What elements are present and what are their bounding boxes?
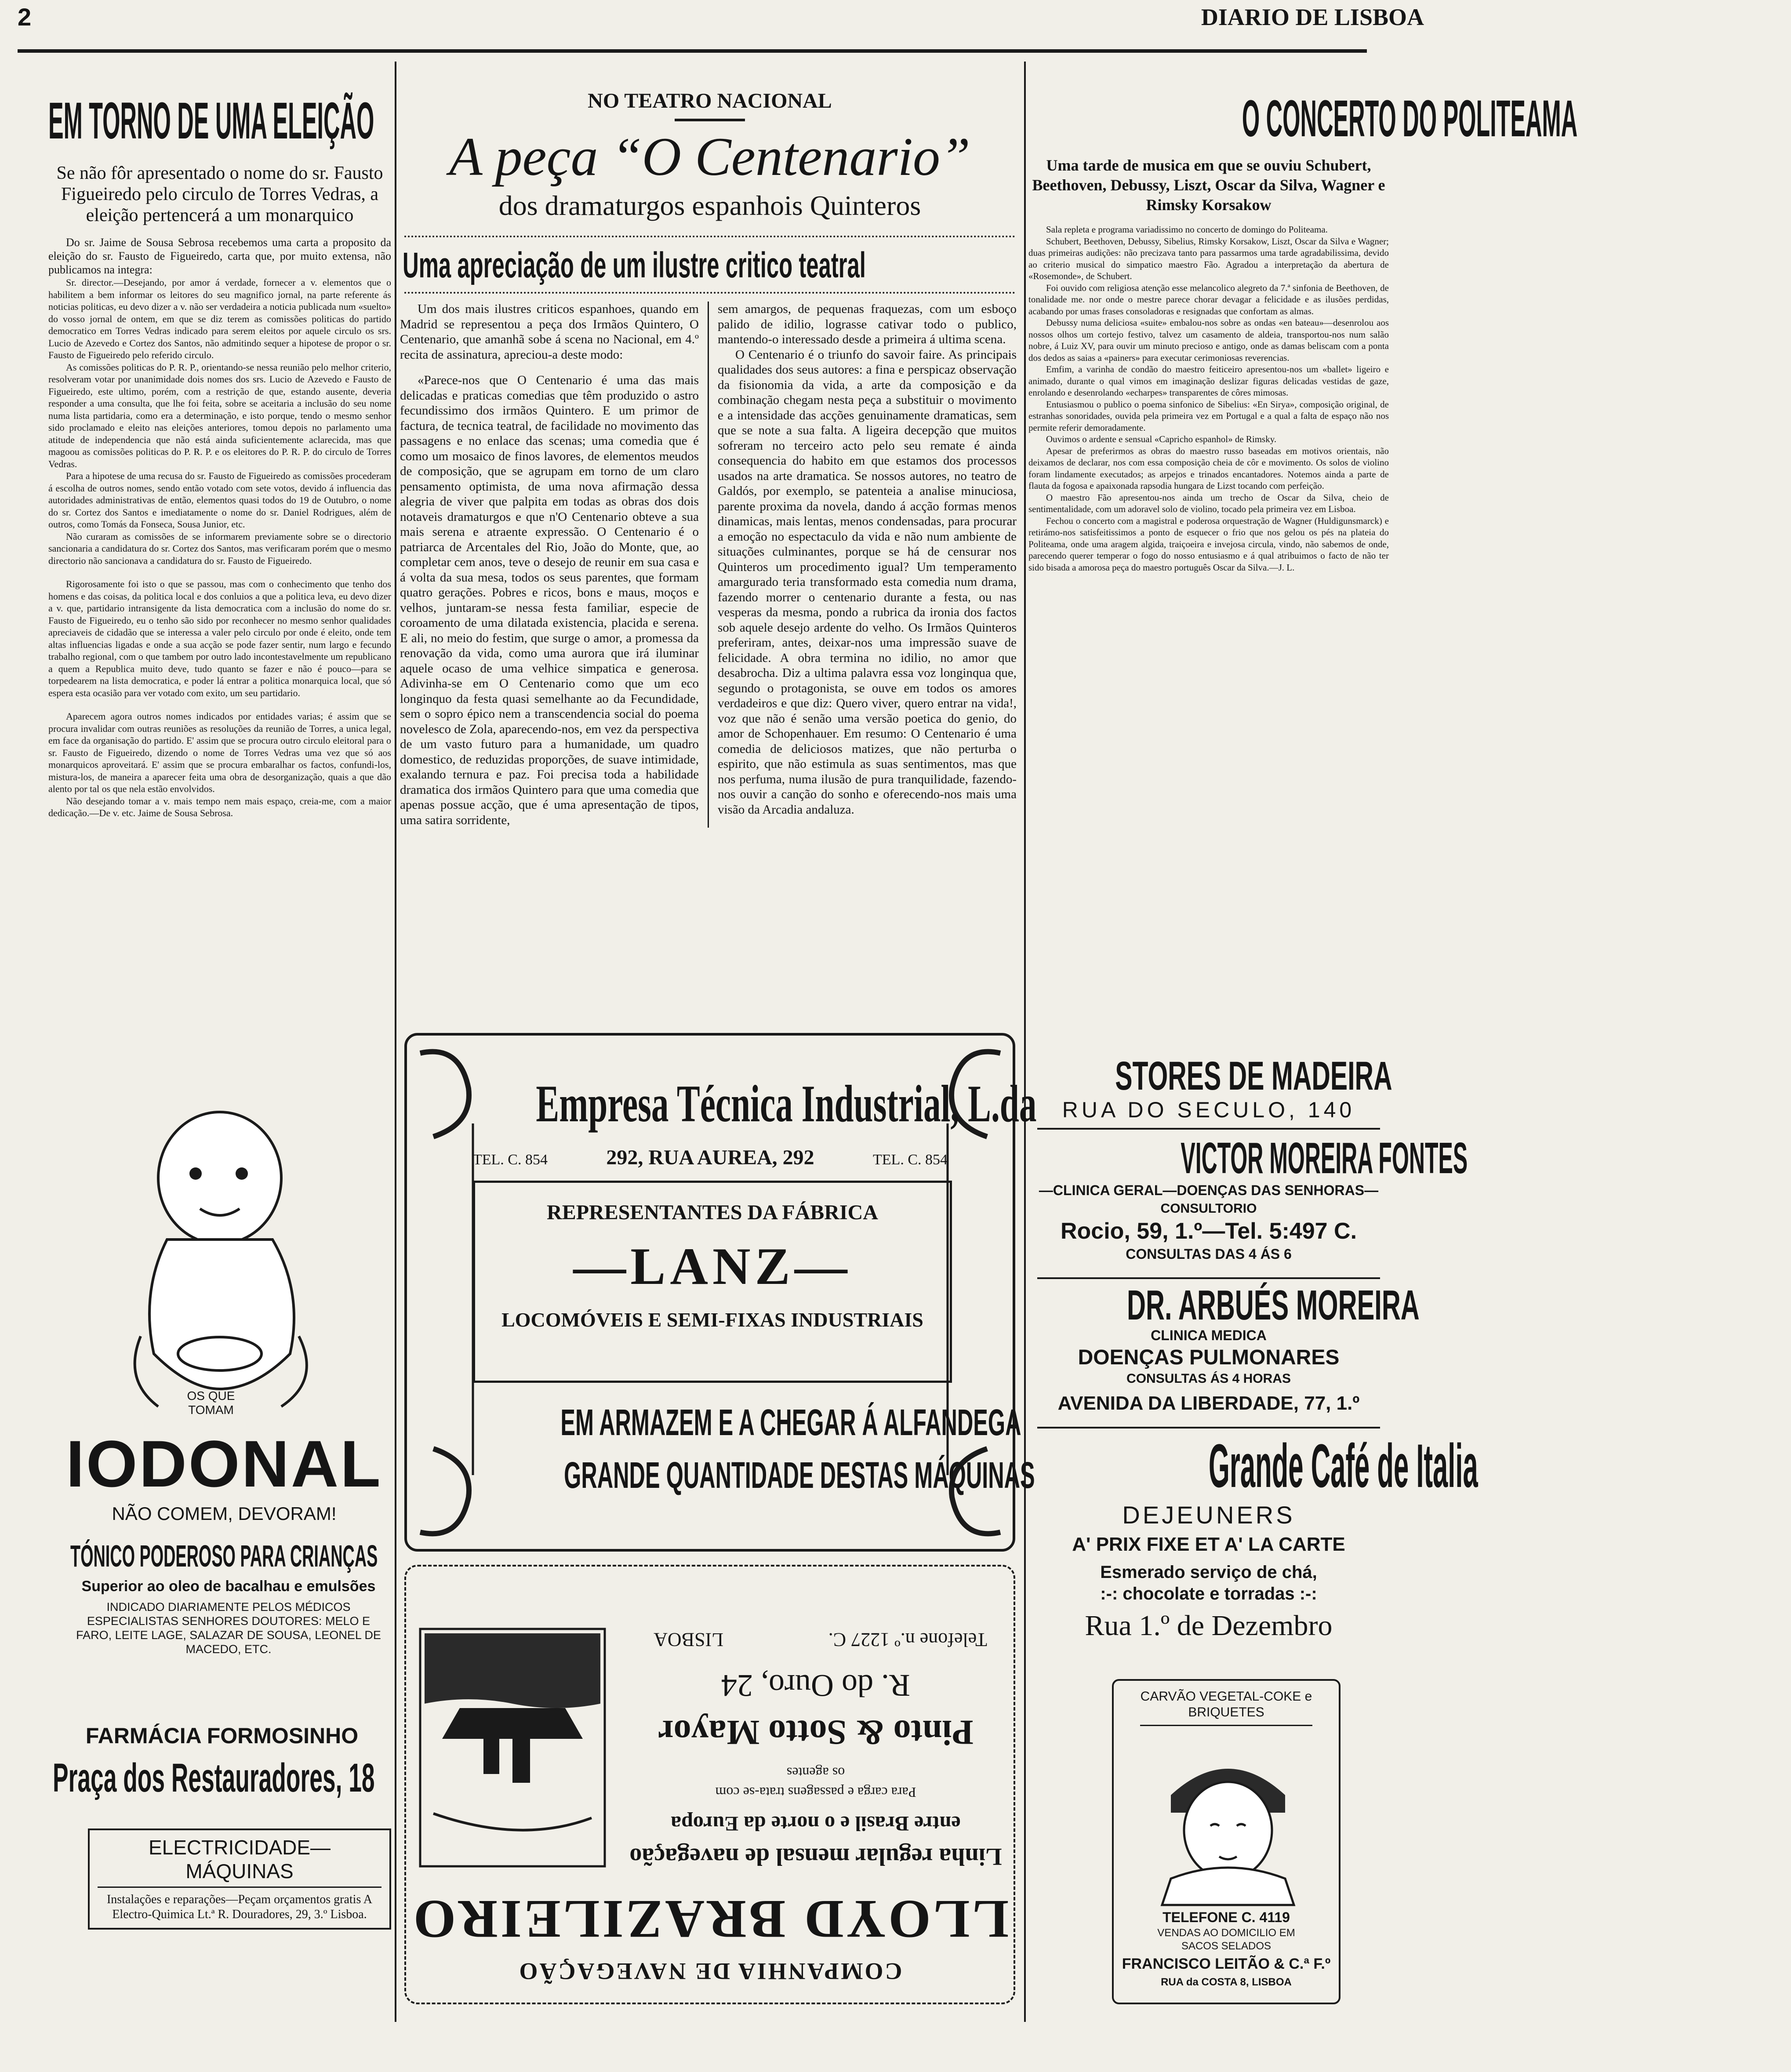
iodonal-tag: OS QUE TOMAM xyxy=(187,1389,235,1417)
arbues-spec2: DOENÇAS PULMONARES xyxy=(1078,1346,1340,1369)
empresa-tel-right: TEL. C. 854 xyxy=(873,1152,948,1168)
arbues-address: AVENIDA DA LIBERDADE, 77, 1.º xyxy=(1057,1392,1360,1414)
lloyd-line3: Para carga e passagens trata-se com xyxy=(715,1785,916,1800)
arbues-spec: CLINICA MEDICA xyxy=(1151,1327,1267,1343)
empresa-brand: —LANZ— xyxy=(573,1237,852,1295)
theatre-title: A peça “O Centenario” xyxy=(449,127,970,187)
concert-paragraph: Apesar de preferirmos as obras do maestro russo baseadas em motivos orientais, não deixamos de declarar, nos com essa composição cheia de côr e movimento. Os solos de violino foram lindamente executados; as arpejos e trinados encantadores. Notemos ainda a parte de flauta da fogosa e apaixonada rapsodia hungara de Lizst tocando com perfeição. xyxy=(1028,445,1389,491)
lloyd-line1: Linha regular mensal de navegação xyxy=(629,1843,1002,1870)
fontes-spec: —CLINICA GERAL—DOENÇAS DAS SENHORAS— xyxy=(1039,1182,1379,1198)
stores-ad xyxy=(1037,1054,1392,1130)
concert-paragraph: O maestro Fão apresentou-nos ainda um trecho de Oscar da Silva, cheio de sentimentalidade, com um adoravel solo de violino, tocado pela primeira vez em Lisboa. xyxy=(1028,492,1389,514)
concert-paragraph: Foi ouvido com religiosa atenção esse melancolico alegreto da 7.ª sinfonia de Beethoven, de tonalidade me. nor onde o mestre parece chorar devagar a felicidade e as ilusões perdidas, acabando por umas frases consoladoras e resignadas que confortam as almas. xyxy=(1028,282,1389,316)
iodonal-ad xyxy=(53,1108,391,1656)
letter-paragraph: Para a hipotese de uma recusa do sr. Fausto de Figueiredo as comissões procederam á escolha de outros nomes, sendo então votado com sete votos, devido á influencia das autoridades administrativas de então, elementos quasi todos do 19 de Outubro, o nome do sr. Cortez dos Santos e imediatamente o nome do sr. Daniel Rodrigues, além de outros, como Tomás da Fonseca, Sousa Junior, etc. xyxy=(48,470,391,530)
cafe-line4: :-: chocolate e torradas :-: xyxy=(1100,1584,1317,1603)
cafe-line2: A' PRIX FIXE ET A' LA CARTE xyxy=(1072,1534,1345,1555)
theatre-paragraph: «Parece-nos que O Centenario é uma das mais delicadas e praticas comedias que têm produzido o astro fecundissimo dos irmãos Quintero. E um primor de factura, de tecnica teatral, de facilidade no movimento das passagens e no enlace das scenas; uma comedia que é como um mosaico de finos lavores, de elementos meudos de composição, que se agrupam em torno de um claro pensamento optimista, de uma nova afirmação dessa alegria de viver que palpita em todas as obras dos dois notaveis dramaturgos e que n'O Centenario obteve a sua mais serena e atraente expressão. O Centenario é o patriarca de Arcentales del Rio, João do Monte, que, ao completar cem anos, teve o desejo de reunir em sua casa e á volta da sua mesa, todos os seus parentes, que formam quatro gerações. Pobres e ricos, bons e maus, moços e velhos, juntaram-se nessa festa familiar, especie de coroamento de uma dilatada existencia, placida e serena. E ali, no meio do festim, que surge o amor, a promessa da renovação da vida, como uma aurora que irá iluminar aquele ocaso de uma velhice simpatica e generosa. Adivinha-se em O Centenario como que um eco longinquo da festa quasi semelhante ao da Fecundidade, sem o sopro épico nem a transcendencia social do poema novelesco de Zola, aparecendo-nos, em vez da perspectiva de um vasto futuro para a humanidade, um quadro domestico, de reduzidas proporções, de suave intimidade, exalando ternura e paz. Foi precisa toda a habilidade dramatica dos irmãos Quintero para que uma comedia que apenas possue acção, que é uma apresentação de tipos, uma satira sorridente, xyxy=(400,373,699,827)
carvao-name: FRANCISCO LEITÃO & C.ª F.º xyxy=(1122,1956,1331,1972)
lloyd-city: LISBOA xyxy=(654,1629,723,1650)
fontes-hours: CONSULTAS DAS 4 ÁS 6 xyxy=(1126,1246,1292,1262)
lloyd-top: COMPANHIA DE NAVEGAÇÃO xyxy=(517,1958,902,1985)
column-divider xyxy=(395,62,396,2022)
ship-illustration xyxy=(416,1625,609,1871)
iodonal-headline: TÓNICO PODEROSO PARA CRIANÇAS xyxy=(70,1539,378,1573)
arbues-ad xyxy=(1037,1282,1420,1429)
concert-deck: Uma tarde de musica em que se ouviu Schubert, Beethoven, Debussy, Liszt, Oscar da Silva, Wagner e Rimsky Korsakow xyxy=(1032,156,1385,214)
fontes-ad xyxy=(1037,1134,1468,1279)
carvao-address: RUA da COSTA 8, LISBOA xyxy=(1161,1976,1292,1988)
carvao-line2: SACOS SELADOS xyxy=(1181,1940,1272,1952)
lloyd-line2: entre Brasil e o norte da Europa xyxy=(671,1812,961,1835)
concert-paragraph: Entusiasmou o publico o poema sinfonico de Sibelius: «En Sirya», composição original, de estranhas sonoridades, ouvida pela primeira vez em Portugal e a qual a falta de espaço não nos permite referir demoradamente. xyxy=(1028,399,1389,433)
iodonal-body: INDICADO DIARIAMENTE PELOS MÉDICOS ESPECIALISTAS SENHORES DOUTORES: MELO E FARO, LEITE LAGE, SALAZAR DE SOUSA, LEONEL DE MACEDO, ETC. xyxy=(76,1600,381,1656)
concert-paragraph: Fechou o concerto com a magistral e poderosa orquestração de Wagner (Huldigunsmarck) e retirámo-nos satisfeitissimos a ponto de esquecer o frio que nos gelou os pés na plateia do Politeama, onde uma aragem algida, traiçoeira e invejosa circula, vindo, não sabemos de onde, parecendo querer temperar o fogo do nosso entusiasmo e á qual atribuimos o facto de não ter sido bisada a amorosa peça do maestro português Oscar da Silva.—J. L. xyxy=(1028,515,1389,573)
theatre-col-left xyxy=(400,302,699,828)
theatre-article xyxy=(400,88,1020,1020)
electro-ad xyxy=(88,1828,391,1930)
iodonal-slogan: NÃO COMEM, DEVORAM! xyxy=(112,1503,337,1524)
empresa-address: 292, RUA AUREA, 292 xyxy=(606,1146,814,1169)
empresa-contact-row xyxy=(473,1145,948,1170)
carvao-ad xyxy=(1112,1679,1341,2004)
cafe-line1: DEJEUNERS xyxy=(1122,1501,1295,1529)
empresa-ad xyxy=(404,1033,1037,1552)
theatre-paragraph: Um dos mais ilustres criticos espanhoes, quando em Madrid se representou a peça dos Irmãos Quintero, O Centenario, que amanhã sobe á scena no Nacional, em 4.º recita de assinatura, apreciou-a deste modo: xyxy=(400,302,699,362)
empresa-line2: LOCOMÓVEIS E SEMI-FIXAS INDUSTRIAIS xyxy=(501,1309,923,1331)
cafe-line3: Esmerado serviço de chá, xyxy=(1100,1563,1317,1582)
stores-address: RUA DO SECULO, 140 xyxy=(1062,1098,1355,1122)
cafe-title: Grande Café de Italia xyxy=(1208,1431,1478,1500)
letter-paragraph: Não curaram as comissões de se informarem previamente sobre se o directorio sancionaria a candidatura do sr. Cortez dos Santos, mas verificaram porém que o mesmo directorio não sancionava a candidatura do sr. Fausto de Figueiredo. xyxy=(48,531,391,566)
theatre-paragraph: sem amargos, de pequenas fraquezas, com um esboço palido de idilio, lograsse cativar todo o publico, mantendo-o interessado desde a primeira á ultima scena. xyxy=(718,302,1017,346)
cafe-ad xyxy=(1037,1431,1478,1661)
electro-title: ELECTRICIDADE—MÁQUINAS xyxy=(98,1836,381,1888)
lloyd-agents: Pinto & Sotto Mayor xyxy=(658,1713,974,1752)
pharmacy-name: FARMÁCIA FORMOSINHO xyxy=(85,1723,359,1748)
empresa-line3: EM ARMAZEM E A CHEGAR Á ALFANDEGA xyxy=(560,1402,1021,1443)
concert-headline: O CONCERTO DO POLITEAMA xyxy=(1242,90,1578,148)
lloyd-ad xyxy=(404,1565,1015,2004)
election-headline: EM TORNO DE UMA ELEIÇÃO xyxy=(48,92,374,150)
page-number: 2 xyxy=(18,3,32,31)
fontes-address: Rocio, 59, 1.º—Tel. 5:497 C. xyxy=(1060,1218,1357,1244)
masthead-rule xyxy=(18,49,1367,53)
ornament-divider xyxy=(675,119,745,121)
iodonal-brand: IODONAL xyxy=(66,1427,382,1501)
empresa-line4: GRANDE QUANTIDADE DESTAS MÁQUINAS xyxy=(564,1454,1035,1496)
lloyd-brand: LLOYD BRAZILEIRO xyxy=(411,1889,1009,1949)
letter-close: Não desejando tomar a v. mais tempo nem mais espaço, creia-me, com a maior dedicação.—De v. etc. Jaime de Sousa Sebrosa. xyxy=(48,795,391,818)
concert-article xyxy=(1028,88,1578,1042)
newspaper-title: DIARIO DE LISBOA xyxy=(1201,4,1424,30)
empresa-title: Empresa Técnica Industrial, L.da xyxy=(536,1074,1037,1133)
stores-title: STORES DE MADEIRA xyxy=(1115,1054,1392,1098)
concert-paragraph: Schubert, Beethoven, Debussy, Sibelius, Rimsky Korsakow, Liszt, Oscar da Silva e Wagner; duas primeiras audições: não precizava tanto para passarmos uma tarde agradabilissima, devido ao criterio musical do simpatico maestro Fão. Agradou a interpretação da abertura de «Rosemonde», de Schubert. xyxy=(1028,236,1389,281)
fontes-consult: CONSULTORIO xyxy=(1160,1201,1257,1216)
letter-paragraph: Rigorosamente foi isto o que se passou, mas com o conhecimento que tenho dos homens e das coisas, da politica local e dos conluios a que a politica leva, eu devo dizer a v. que, partidario intransigente da lista democratica com a inclusão do nome do sr. Fausto de Figueiredo, eu o tenho são sido por reconhecer no mesmo senhor qualidades apreciaveis de cidadão que se interessa a valer pelo circulo por onde é eleito, onde tem altas influencias ligadas e onde a sua acção se pode fazer sentir, num largo e fecundo trabalho regional, com o que tambem por outro lado incontestavelmente um republicano a quem a Republica muito deve, tudo quanto se fazer e não é pouco—para se torpedearem na lista democratica, e poder lá entrar a politica monarquica local, que só espera esta ocasião para ver votado com exito, um seu partidario. xyxy=(48,578,391,698)
concert-paragraph: Sala repleta e programa variadissimo no concerto de domingo do Politeama. xyxy=(1046,224,1328,235)
lloyd-line4: os agentes xyxy=(786,1765,845,1781)
cafe-address: Rua 1.º de Dezembro xyxy=(1085,1610,1333,1642)
letter-paragraph: Aparecem agora outros nomes indicados por entidades varias; é assim que se procura invalidar com outras reuniões as resoluções da reunião de Torres, a unica legal, em face da organisação do partido. E' assim que se procura outro circulo eleitoral para o sr. Fausto de Figueiredo, dizendo o nome de Torres Vedras uma vez que só aos monarquicos aproveitará. E' assim que se procura embaralhar os factos, confundi-los, mistura-los, de maneira a aparecer feita uma obra de desorganização, quais a que dão alento por tal os que nela estão envolvidos. xyxy=(48,711,391,794)
woman-illustration xyxy=(1144,1747,1311,1905)
concert-paragraph: Emfim, a varinha de condão do maestro feiticeiro apresentou-nos um «ballet» ligeiro e animado, durante o qual vimos em imaginação deslizar figuras delicadas vestidas de gaze, enrolando e desenrolando «echarpes» transparentes de côres mimosas. xyxy=(1028,364,1389,398)
empresa-tel-left: TEL. C. 854 xyxy=(473,1152,548,1168)
fontes-name: VICTOR MOREIRA FONTES xyxy=(1181,1134,1468,1183)
election-article xyxy=(48,88,391,1125)
carvao-tel: TELEFONE C. 4119 xyxy=(1163,1909,1290,1925)
theatre-headline: Uma apreciação de um ilustre critico teatral xyxy=(403,245,866,285)
election-intro: Do sr. Jaime de Sousa Sebrosa recebemos uma carta a proposito da eleição do sr. Fausto de Figueiredo, carta que, por muito extensa, não publicamos na integra: xyxy=(48,236,391,276)
carvao-title: CARVÃO VEGETAL-COKE e BRIQUETES xyxy=(1140,1689,1312,1726)
letter-paragraph: Sr. director.—Desejando, por amor á verdade, fornecer a v. elementos que o habilitem a bem informar os leitores do seu magnifico jornal, na parte referente ás noticias politicas, eu devo dizer a v. não ser verdadeira a noticia publicada num «suelto» do vosso jornal de ontem, em que se diz terem as comissões politicas do partido democratico em Torres Vedras indicado para serem eleitos por aquele circulo os srs. Lucio de Azevedo e Cortez dos Santos, não admitindo sequer a hipotese de propor o sr. Fausto de Figueiredo pelo referido circulo. xyxy=(48,277,391,360)
pharmacy-address: Praça dos Restauradores, 18 xyxy=(53,1756,375,1800)
lloyd-address: R. do Ouro, 24 xyxy=(721,1668,910,1703)
theatre-kicker: NO TEATRO NACIONAL xyxy=(588,89,832,113)
empresa-line1: REPRESENTANTES DA FÁBRICA xyxy=(547,1201,878,1224)
lloyd-tel: Telefone n.º 1227 C. xyxy=(828,1629,987,1650)
electro-body: Instalações e reparações—Peçam orçamentos gratis A Electro-Quimica Lt.ª R. Douradores, 29, 3.º Lisboa. xyxy=(106,1893,373,1921)
letter-paragraph: As comissões politicas do P. R. P., orientando-se nessa reunião pelo melhor criterio, resolveram votar por unanimidade dois nomes dos srs. Lucio de Azevedo e Fausto de Figueiredo, este ultimo, porém, com a restrição de que, estando ausente, deveria responder a uma consulta, que lhe foi feita, sobre se aceitaria a inclusão do seu nome numa lista partidaria, como era a determinação, e isto porque, tendo o mesmo senhor sido proclamado e eleito nas eleições anteriores, tomou depois no parlamento uma atitude de independencia que não está ainda suficientemente aclarecida, mas que magoou as comissões politicas do P. R. P. e os eleitores do P. R. P. do circulo de Torres Vedras. xyxy=(48,361,391,469)
concert-paragraph: Debussy numa deliciosa «suite» embalou-nos sobre as ondas «en bateau»—desenrolou aos nossos olhos um cortejo festivo, talvez um casamento de aldeia, transportou-nos num salão nobre, á Luiz XV, para ouvir um minuto precioso e antigo, onde as damas beliscam com a ponta dos dedos as saias a «painers» para executar cerimoniosas reverencias. xyxy=(1028,317,1389,363)
carvao-line1: VENDAS AO DOMICILIO EM xyxy=(1157,1927,1295,1939)
election-body xyxy=(48,236,391,819)
concert-paragraph: Ouvimos o ardente e sensual «Capricho espanhol» de Rimsky. xyxy=(1046,434,1277,444)
column-divider xyxy=(1024,62,1026,2022)
theatre-subtitle: dos dramaturgos espanhois Quinteros xyxy=(498,190,921,221)
concert-body xyxy=(1028,224,1389,573)
theatre-col-right xyxy=(718,302,1017,828)
baby-illustration xyxy=(105,1108,334,1415)
iodonal-sub: Superior ao oleo de bacalhau e emulsões xyxy=(81,1578,376,1595)
arbues-name: DR. ARBUÉS MOREIRA xyxy=(1127,1282,1420,1329)
theatre-paragraph: O Centenario é o triunfo do savoir faire. As principais qualidades dos seus autores: a fina e perspicaz observação da fisionomia da vida, a arte da composição e da combinação chegam nesta peça a substituir o movimento e a intensidade das acções genuinamente dramaticas, sem que se note a sua falta. A ligeira decepção que muitos sofreram no terceiro acto pelo seu remate é ainda consequencia do habito em que estamos dos processos usados na arte dramatica. Se nossos autores, no teatro de Galdós, por exemplo, se patenteia a analise minuciosa, parente proxima da novela, dando á acção formas menos dinamicas, mais lentas, menos condensadas, para procurar a emoção no espectaculo da vida e não num ambiente de situações culminantes, porque se há de censurar nos Quinteros um procedimento igual? Um temperamento amargurado teria transformado esta comedia num drama, fazendo morrer o centenario durante a festa, ou nas vesperas da mesma, pondo a rubrica da ironia dos factos sob aquele desejo ardente do velho. Os Irmãos Quinteros preferiram, antes, deixar-nos uma impressão suave de felicidade. A obra termina no idilio, no amor que desabrocha. Diz a ultima palavra essa voz longinqua que, segundo o protagonista, se ouve em todos os amores verdadeiros e que diz: Quero viver, quero entrar na vida!, voz que não é senão uma versão poetica do genio, do amor de Schopenhauer. Em resumo: O Centenario é uma comedia de deliciosos matizes, que não perturba o espirito, que não estimula as suas sentimentos, mas que nos perfuma, numa ilusão de pura tranquilidade, fazendo-nos ouvir a canção do sonho e oferecendo-nos mais uma visão da Arcadia andaluza. xyxy=(718,347,1017,817)
arbues-hours: CONSULTAS ÁS 4 HORAS xyxy=(1126,1371,1291,1386)
election-deck: Se não fôr apresentado o nome do sr. Fausto Figueiredo pelo circulo de Torres Vedras, a eleição pertencerá a um monarquico xyxy=(56,163,383,225)
